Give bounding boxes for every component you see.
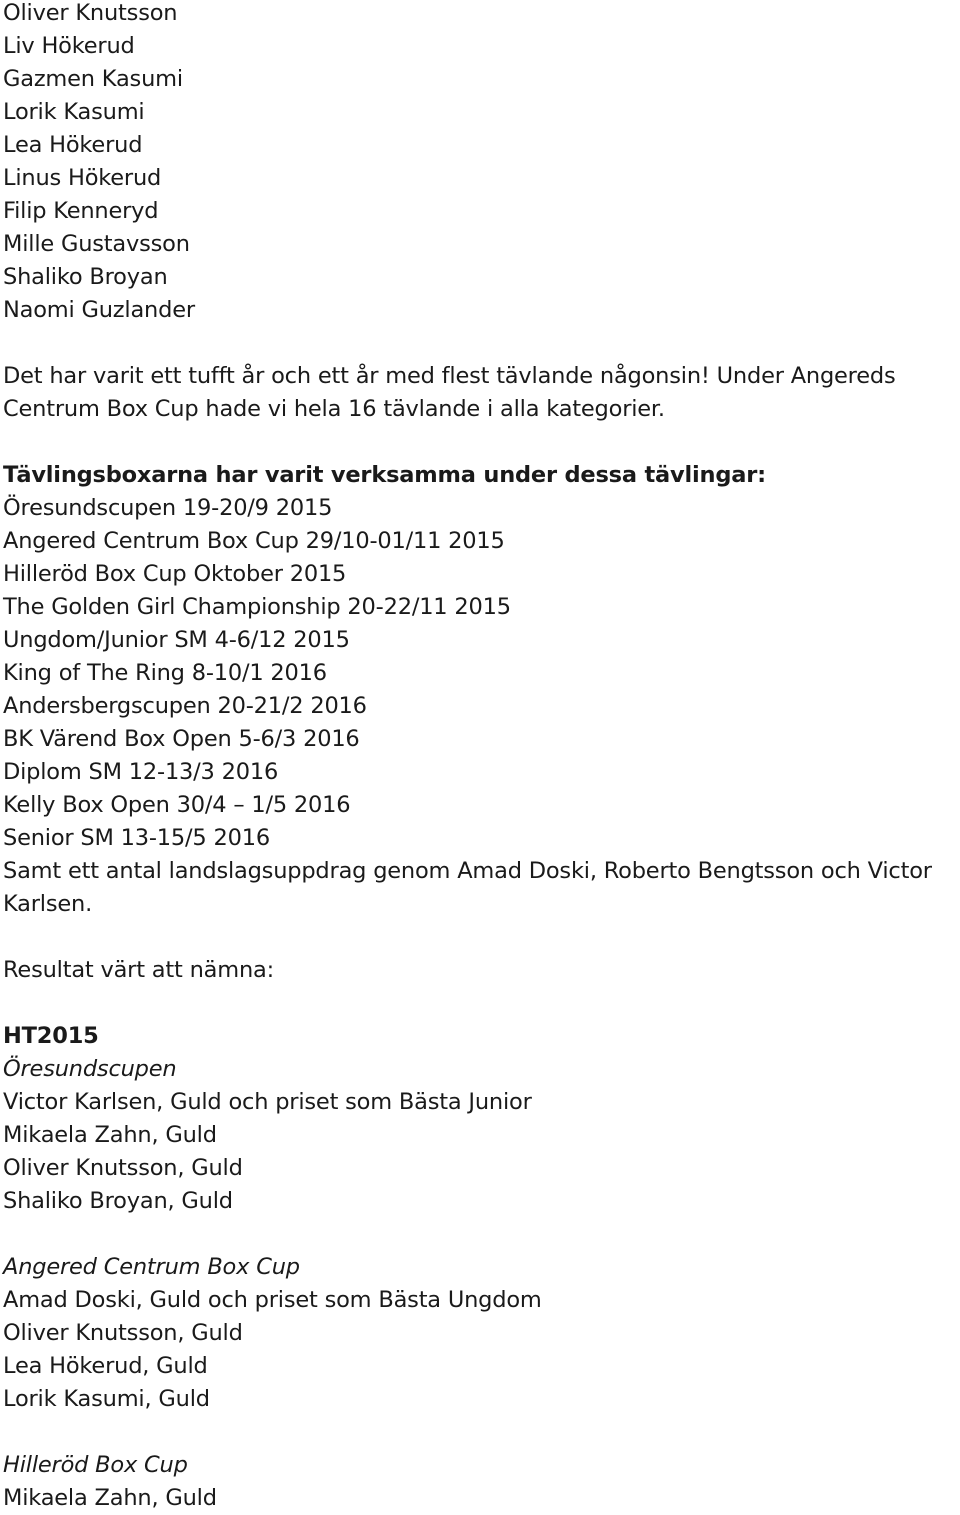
competition-item: Angered Centrum Box Cup 29/10-01/11 2015 [3, 528, 505, 554]
competition-item: Hilleröd Box Cup Oktober 2015 [3, 561, 347, 587]
name-item: Oliver Knutsson [3, 0, 178, 26]
national-assignments-line: Samt ett antal landslagsuppdrag genom Amad Doski, Roberto Bengtsson och Victor [3, 858, 932, 884]
name-item: Linus Hökerud [3, 165, 162, 191]
competitions-heading: Tävlingsboxarna har varit verksamma under dessa tävlingar: [3, 462, 766, 488]
result-item: Shaliko Broyan, Guld [3, 1188, 233, 1214]
result-item: Amad Doski, Guld och priset som Bästa Ungdom [3, 1287, 542, 1313]
competition-item: The Golden Girl Championship 20-22/11 2015 [3, 594, 511, 620]
spacer [3, 1416, 960, 1449]
name-item: Filip Kenneryd [3, 198, 159, 224]
name-item: Mille Gustavsson [3, 231, 190, 257]
competition-item: Kelly Box Open 30/4 – 1/5 2016 [3, 792, 351, 818]
spacer [3, 987, 960, 1020]
document-page [3, 0, 960, 1515]
event-title: Hilleröd Box Cup [3, 1452, 188, 1478]
competition-item: Andersbergscupen 20-21/2 2016 [3, 693, 367, 719]
spacer [3, 426, 960, 459]
result-item: Lea Hökerud, Guld [3, 1353, 208, 1379]
season-heading: HT2015 [3, 1023, 99, 1049]
event-block [3, 1251, 960, 1416]
result-item: Oliver Knutsson, Guld [3, 1320, 243, 1346]
national-assignments-line: Karlsen. [3, 891, 93, 917]
result-item: Lorik Kasumi, Guld [3, 1386, 210, 1412]
results-section [3, 954, 960, 1515]
competitions-section [3, 459, 960, 921]
event-block [3, 1449, 960, 1515]
name-item: Lea Hökerud [3, 132, 143, 158]
intro-line: Centrum Box Cup hade vi hela 16 tävlande i alla kategorier. [3, 396, 665, 422]
spacer [3, 327, 960, 360]
result-item: Mikaela Zahn, Guld [3, 1485, 217, 1511]
names-list [3, 0, 960, 327]
spacer [3, 921, 960, 954]
competition-item: Diplom SM 12-13/3 2016 [3, 759, 279, 785]
event-block [3, 1053, 960, 1218]
intro-paragraph [3, 360, 960, 426]
competition-item: BK Värend Box Open 5-6/3 2016 [3, 726, 360, 752]
result-item: Victor Karlsen, Guld och priset som Bästa Junior [3, 1089, 532, 1115]
result-item: Oliver Knutsson, Guld [3, 1155, 243, 1181]
event-title: Öresundscupen [3, 1056, 177, 1082]
intro-line: Det har varit ett tufft år och ett år med flest tävlande någonsin! Under Angereds [3, 363, 896, 389]
competition-item: King of The Ring 8-10/1 2016 [3, 660, 327, 686]
name-item: Gazmen Kasumi [3, 66, 183, 92]
name-item: Liv Hökerud [3, 33, 135, 59]
competition-item: Senior SM 13-15/5 2016 [3, 825, 270, 851]
name-item: Lorik Kasumi [3, 99, 145, 125]
competition-item: Öresundscupen 19-20/9 2015 [3, 495, 333, 521]
spacer [3, 1218, 960, 1251]
competition-item: Ungdom/Junior SM 4-6/12 2015 [3, 627, 350, 653]
results-heading: Resultat värt att nämna: [3, 957, 274, 983]
event-title: Angered Centrum Box Cup [3, 1254, 300, 1280]
name-item: Naomi Guzlander [3, 297, 195, 323]
name-item: Shaliko Broyan [3, 264, 168, 290]
result-item: Mikaela Zahn, Guld [3, 1122, 217, 1148]
